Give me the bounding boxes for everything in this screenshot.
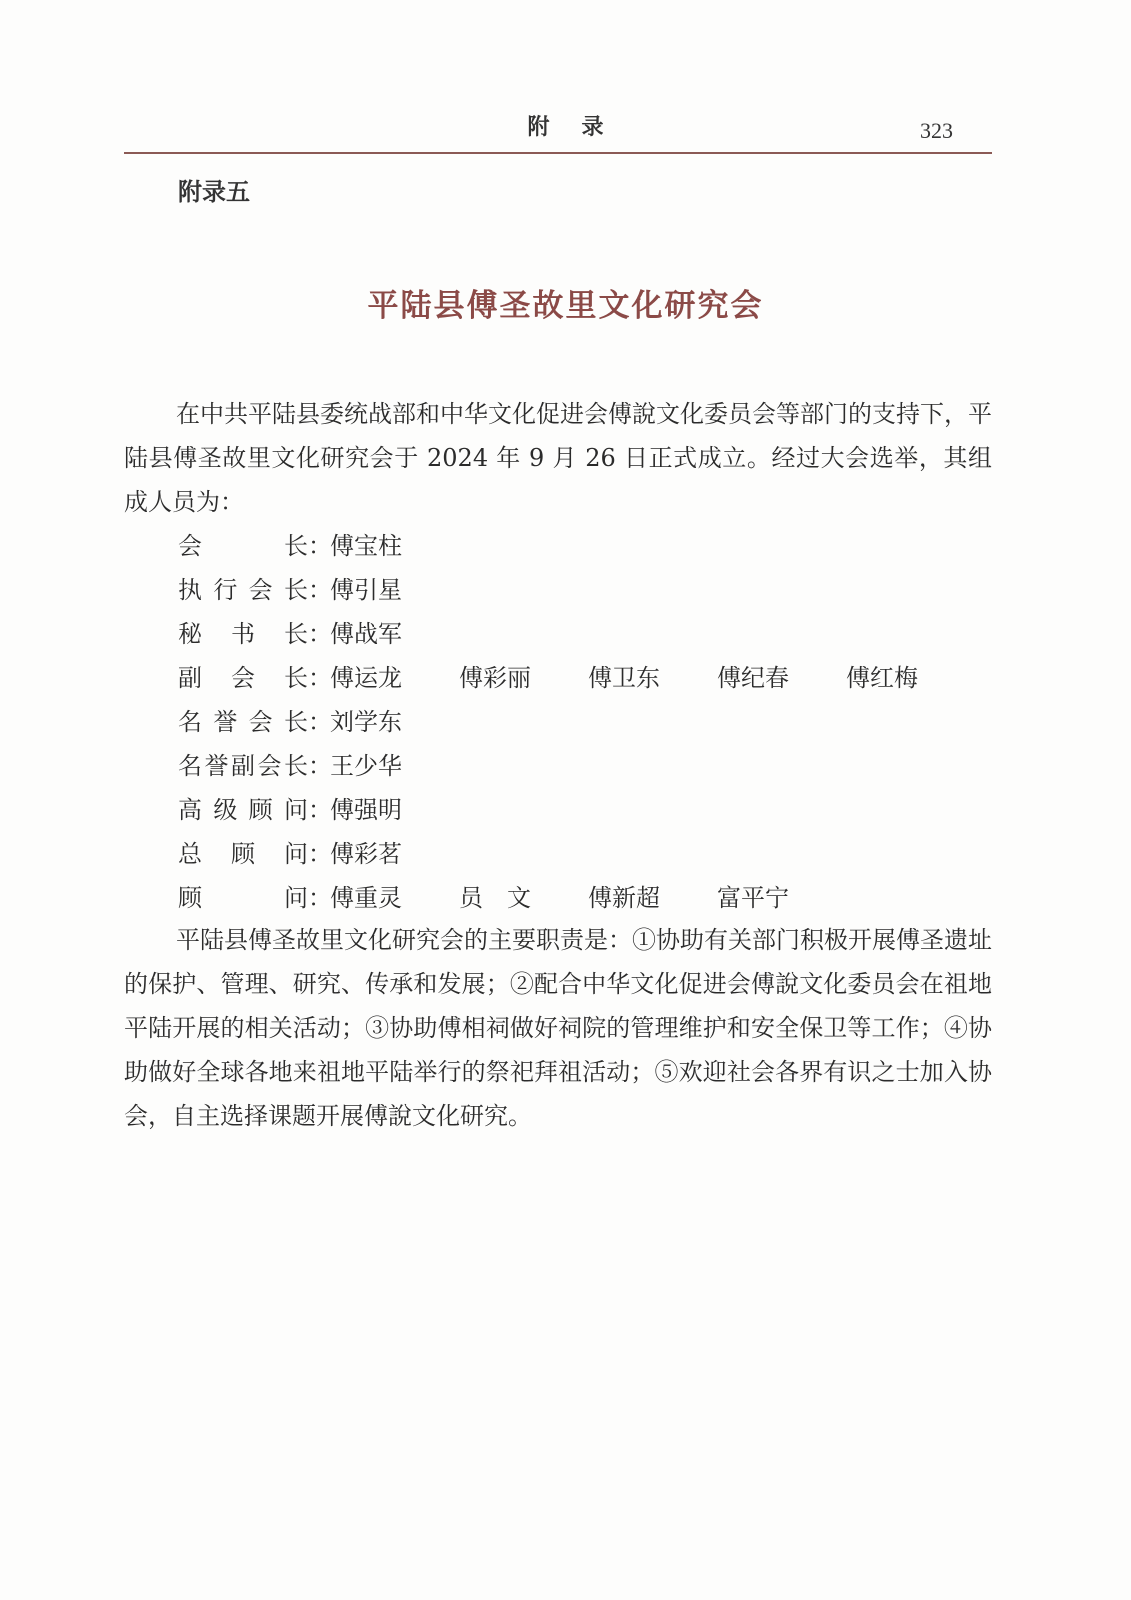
member-name: 傅引星	[330, 576, 402, 604]
member-name: 傅运龙	[330, 664, 402, 692]
member-name: 刘学东	[330, 708, 402, 736]
member-name: 傅红梅	[846, 664, 918, 692]
role-colon: ：	[308, 840, 332, 868]
member-names	[330, 832, 459, 876]
member-names	[330, 700, 459, 744]
member-role: 名誉会长	[178, 708, 308, 736]
duties-paragraph: 平陆县傅圣故里文化研究会的主要职责是：①协助有关部门积极开展傅圣遗址的保护、管理、研究、传承和发展；②配合中华文化促进会傅說文化委员会在祖地平陆开展的相关活动；③协助傅相祠做好祠院的管理维护和安全保卫等工作；④协助做好全球各地来祖地平陆举行的祭祀拜祖活动；⑤欢迎社会各界有识之士加入协会，自主选择课题开展傅說文化研究。	[124, 926, 992, 1130]
member-row	[178, 700, 992, 744]
document-title: 平陆县傅圣故里文化研究会	[367, 288, 764, 324]
member-row	[178, 744, 992, 788]
role-colon: ：	[308, 664, 332, 692]
intro-paragraph: 在中共平陆县委统战部和中华文化促进会傅說文化委员会等部门的支持下，平陆县傅圣故里文化研究会于 2024 年 9 月 26 日正式成立。经过大会选举，其组成人员为：	[124, 400, 992, 516]
member-name: 傅卫东	[588, 664, 660, 692]
member-name: 傅纪春	[717, 664, 789, 692]
member-role: 副会长	[178, 664, 308, 692]
page-number: 323	[920, 118, 953, 143]
member-names	[330, 612, 459, 656]
member-row	[178, 656, 992, 700]
member-names	[330, 788, 459, 832]
role-colon: ：	[308, 752, 332, 780]
member-role: 高级顾问	[178, 796, 308, 824]
role-colon: ：	[308, 576, 332, 604]
member-role: 名誉副会长	[178, 752, 308, 780]
member-row	[178, 568, 992, 612]
member-name: 傅彩茗	[330, 840, 402, 868]
member-name: 傅宝柱	[330, 532, 402, 560]
member-names	[330, 656, 975, 700]
member-row	[178, 524, 992, 568]
role-colon: ：	[308, 620, 332, 648]
member-role: 顾问	[178, 884, 308, 912]
member-name: 傅战军	[330, 620, 402, 648]
appendix-label: 附录五	[178, 178, 250, 206]
member-names	[330, 524, 459, 568]
member-row	[178, 788, 992, 832]
member-row	[178, 876, 992, 920]
member-role: 会长	[178, 532, 308, 560]
member-role: 秘书长	[178, 620, 308, 648]
member-role: 执行会长	[178, 576, 308, 604]
running-head-label: 附录	[527, 114, 636, 140]
running-header	[0, 108, 1131, 148]
role-colon: ：	[308, 532, 332, 560]
member-names	[330, 568, 459, 612]
member-row	[178, 612, 992, 656]
member-names	[330, 744, 459, 788]
member-names	[330, 876, 846, 920]
member-list	[178, 524, 992, 920]
role-colon: ：	[308, 796, 332, 824]
member-name: 王少华	[330, 752, 402, 780]
member-name: 傅重灵	[330, 884, 402, 912]
member-name: 富平宁	[717, 884, 789, 912]
member-name: 傅彩丽	[459, 664, 531, 692]
header-rule	[124, 152, 992, 154]
role-colon: ：	[308, 708, 332, 736]
member-name: 员 文	[459, 884, 531, 912]
member-role: 总顾问	[178, 840, 308, 868]
role-colon: ：	[308, 884, 332, 912]
member-name: 傅新超	[588, 884, 660, 912]
member-name: 傅强明	[330, 796, 402, 824]
member-row	[178, 832, 992, 876]
